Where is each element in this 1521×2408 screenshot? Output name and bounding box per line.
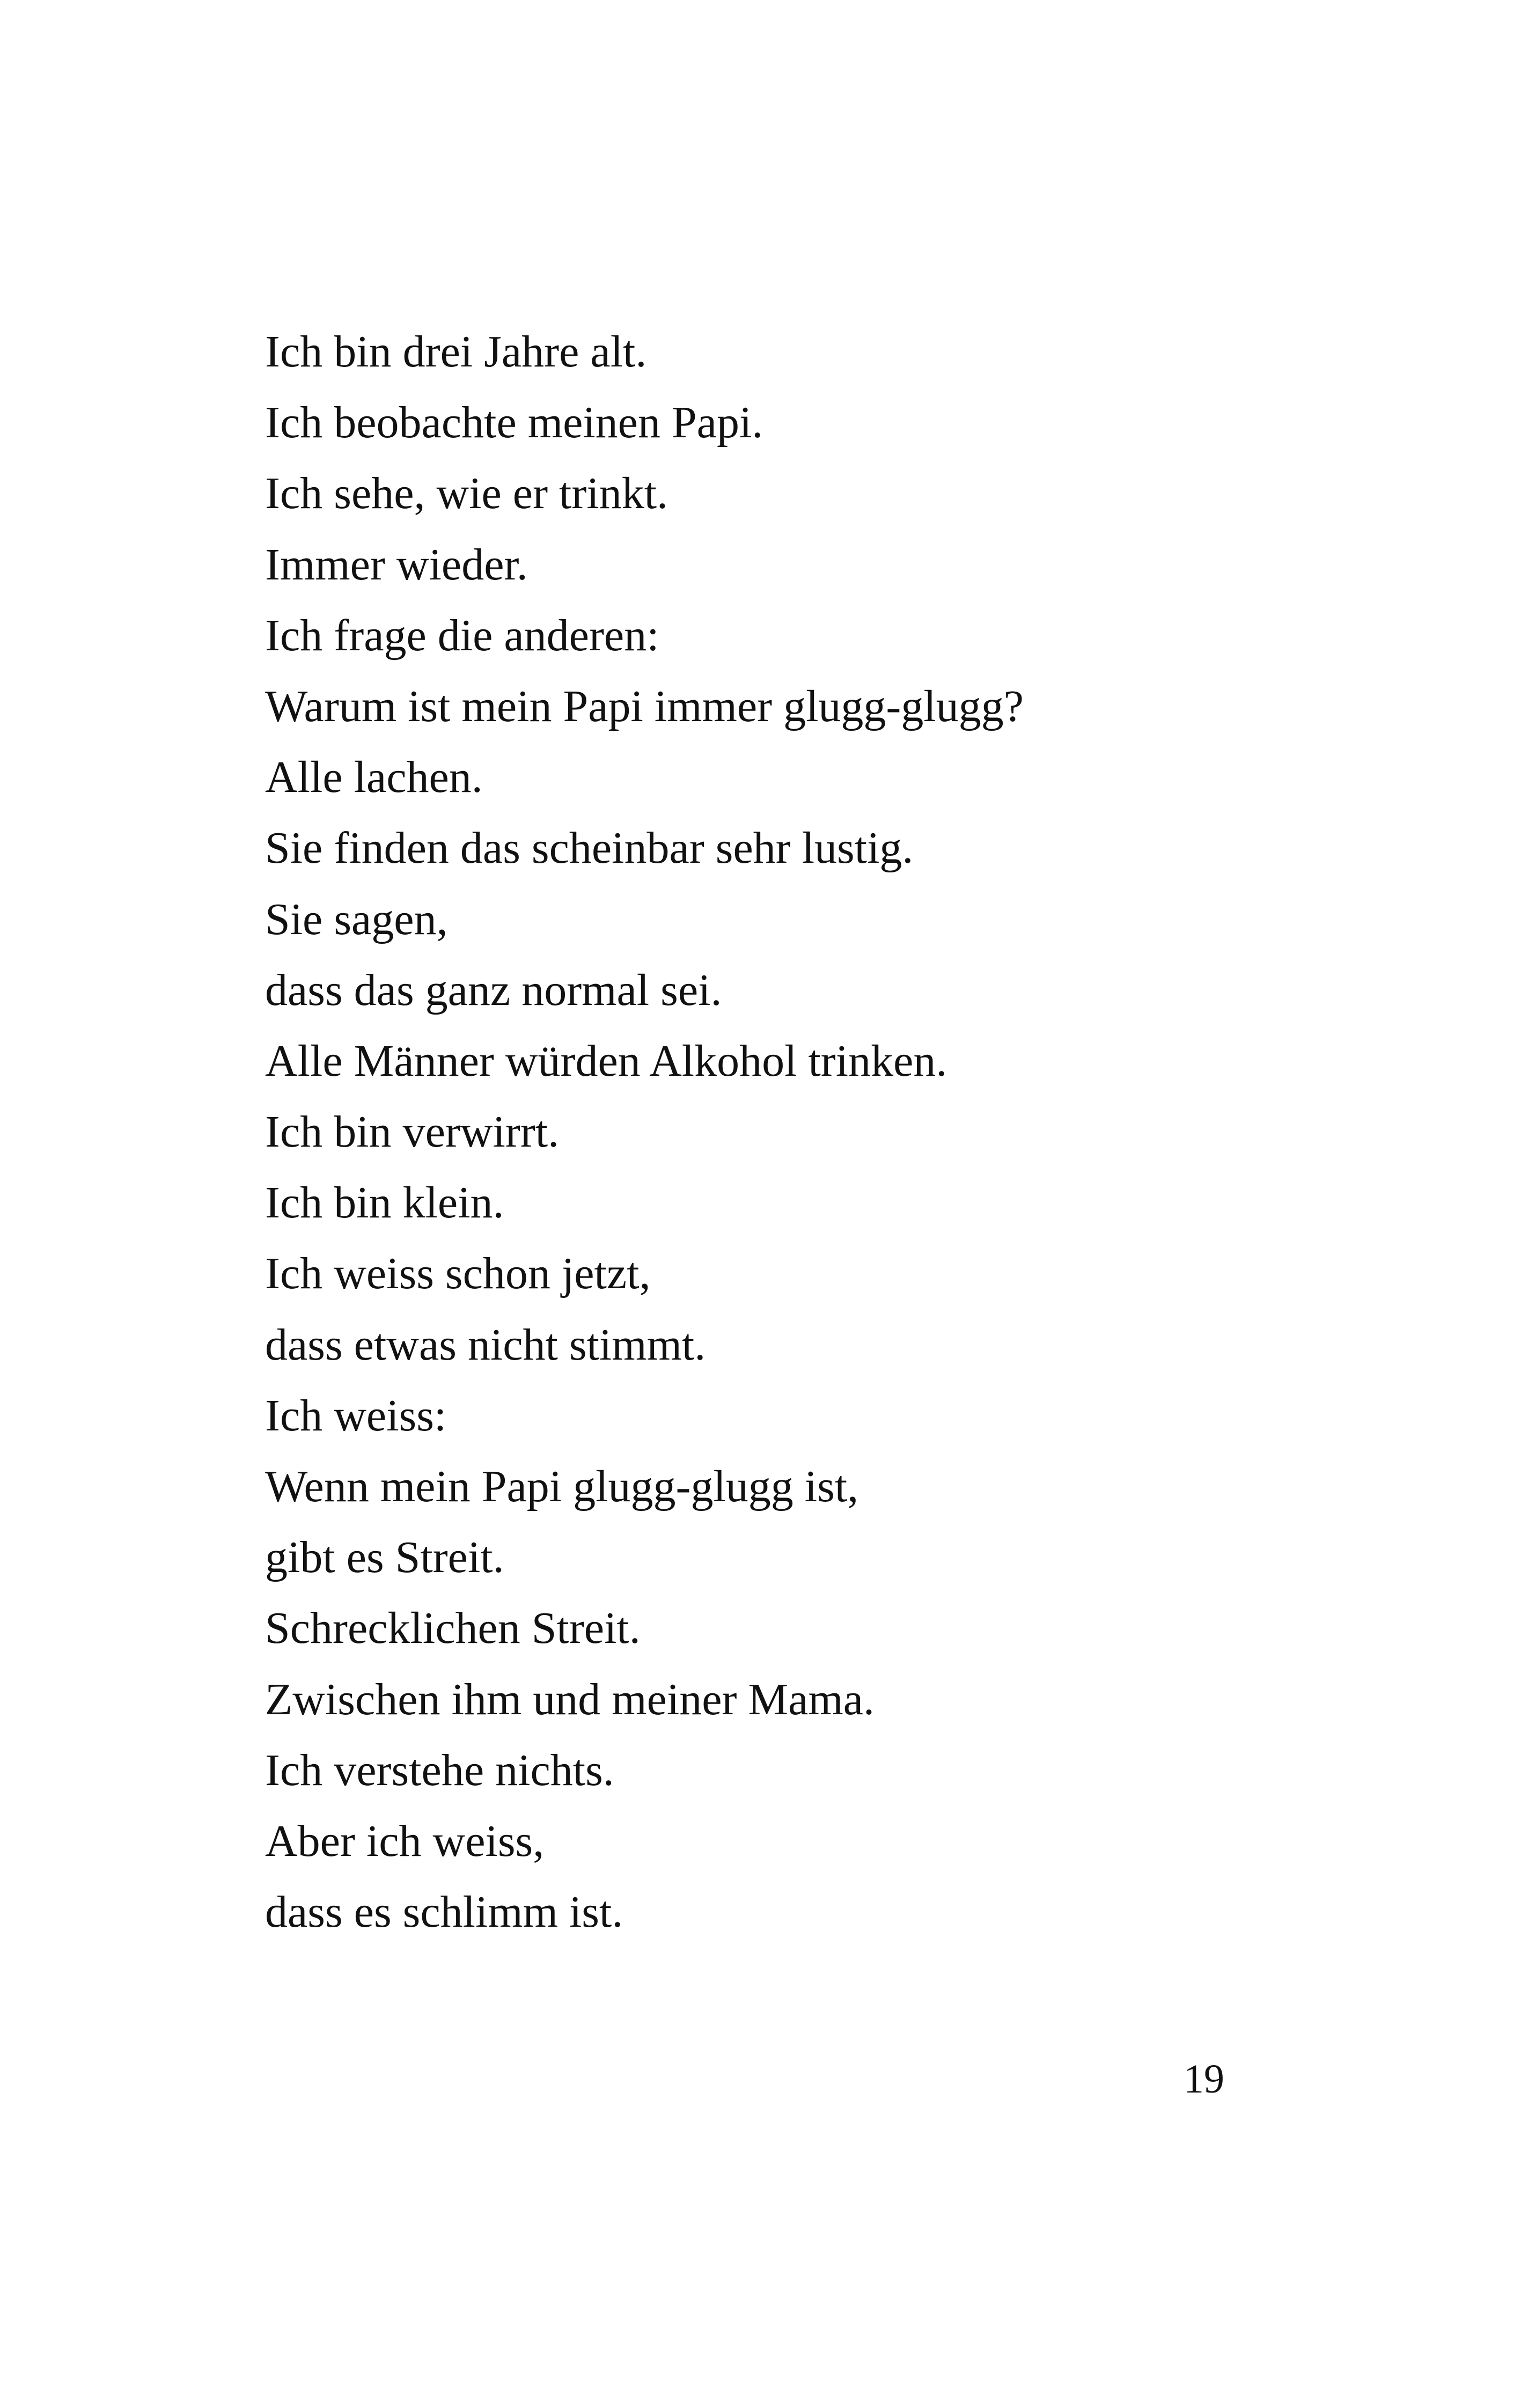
- poem-line: Alle Männer würden Alkohol trinken.: [265, 1036, 947, 1086]
- poem-line: Ich frage die anderen:: [265, 610, 659, 660]
- poem-line: Aber ich weiss,: [265, 1816, 545, 1866]
- poem-line: Ich bin drei Jahre alt.: [265, 327, 647, 377]
- poem-line: Alle lachen.: [265, 752, 483, 803]
- poem-line: Warum ist mein Papi immer glugg-glugg?: [265, 681, 1024, 731]
- poem-line: Wenn mein Papi glugg-glugg ist,: [265, 1462, 859, 1511]
- poem-line: Ich sehe, wie er trinkt.: [265, 468, 668, 519]
- poem-line: gibt es Streit.: [265, 1532, 504, 1583]
- poem-line: Ich weiss schon jetzt,: [265, 1249, 651, 1299]
- poem-line: Ich beobachte meinen Papi.: [265, 398, 763, 448]
- poem-line: Immer wieder.: [265, 539, 528, 590]
- page-number: 19: [1184, 2057, 1224, 2102]
- poem-line: Ich verstehe nichts.: [265, 1745, 614, 1795]
- poem-text: [265, 317, 1024, 1948]
- poem-line: Sie finden das scheinbar sehr lustig.: [265, 823, 914, 873]
- poem-line: dass das ganz normal sei.: [265, 965, 722, 1015]
- poem-line: Ich weiss:: [265, 1390, 447, 1441]
- poem-line: Zwischen ihm und meiner Mama.: [265, 1674, 875, 1724]
- poem-line: Schrecklichen Streit.: [265, 1603, 641, 1654]
- poem-line: dass es schlimm ist.: [265, 1887, 623, 1937]
- poem-line: Ich bin klein.: [265, 1178, 504, 1228]
- poem-line: Sie sagen,: [265, 894, 448, 944]
- poem-line: dass etwas nicht stimmt.: [265, 1319, 706, 1370]
- poem-line: Ich bin verwirrt.: [265, 1107, 560, 1157]
